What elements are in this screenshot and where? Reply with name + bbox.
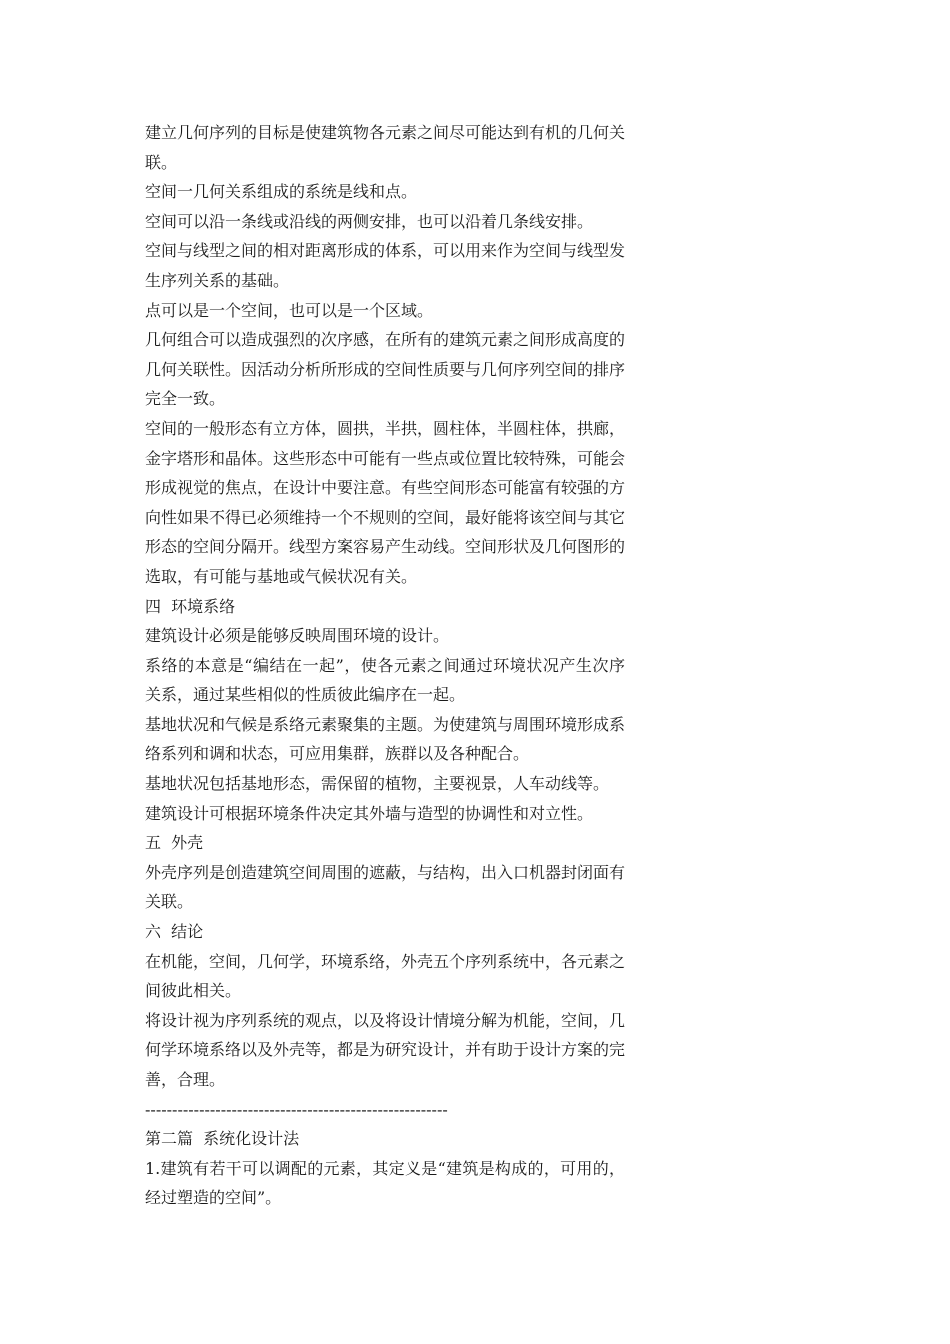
paragraph: 建筑设计可根据环境条件决定其外墙与造型的协调性和对立性。 [145, 803, 594, 823]
paragraph: 空间可以沿一条线或沿线的两侧安排，也可以沿着几条线安排。 [145, 211, 594, 231]
paragraph: 外壳序列是创造建筑空间周围的遮蔽，与结构，出入口机器封闭面有关联。 [145, 862, 626, 912]
paragraph: 空间一几何关系组成的系统是线和点。 [145, 182, 418, 202]
chapter-heading: 第二篇 系统化设计法 [145, 1129, 300, 1149]
paragraph: 基地状况和气候是系络元素聚集的主题。为使建筑与周围环境形成系络系列和调和状态，可应用集群，族群以及各种配合。 [145, 714, 626, 764]
paragraph: 在机能，空间，几何学，环境系络，外壳五个序列系统中，各元素之间彼此相关。 [145, 951, 626, 1001]
paragraph: 建筑设计必须是能够反映周围环境的设计。 [145, 626, 450, 646]
section-heading: 四 环境系络 [145, 596, 236, 616]
paragraph: 系络的本意是“编结在一起”，使各元素之间通过环境状况产生次序关系，通过某些相似的性质彼此编序在一起。 [145, 655, 625, 705]
paragraph: 基地状况包括基地形态，需保留的植物，主要视景，人车动线等。 [145, 774, 610, 794]
paragraph: 1.建筑有若干可以调配的元素，其定义是“建筑是构成的，可用的，经过塑造的空间”。 [145, 1158, 625, 1208]
document-body [145, 118, 625, 1213]
paragraph: 几何组合可以造成强烈的次序感，在所有的建筑元素之间形成高度的几何关联性。因活动分析所形成的空间性质要与几何序列空间的排序完全一致。 [145, 330, 626, 409]
paragraph: 建立几何序列的目标是使建筑物各元素之间尽可能达到有机的几何关联。 [145, 123, 626, 172]
paragraph: 空间的一般形态有立方体，圆拱，半拱，圆柱体，半圆柱体，拱廊，金字塔形和晶体。这些形态中可能有一些点或位置比较特殊，可能会形成视觉的焦点，在设计中要注意。有些空间形态可能富有较强的方向性如果不得已必须维持一个不规则的空间，最好能将该空间与其它形态的空间分隔开。线型方案容易产生动线。空间形状及几何图形的选取，有可能与基地或气候状况有关。 [145, 418, 626, 586]
paragraph: 空间与线型之间的相对距离形成的体系，可以用来作为空间与线型发生序列关系的基础。 [145, 241, 626, 290]
paragraph: 将设计视为序列系统的观点，以及将设计情境分解为机能，空间，几何学环境系络以及外壳等，都是为研究设计，并有助于设计方案的完善，合理。 [145, 1010, 626, 1089]
divider-line: -------------------------------------------------------- [145, 1099, 448, 1119]
section-heading: 五 外壳 [145, 833, 204, 853]
paragraph: 点可以是一个空间，也可以是一个区域。 [145, 300, 434, 320]
section-heading: 六 结论 [145, 922, 204, 942]
